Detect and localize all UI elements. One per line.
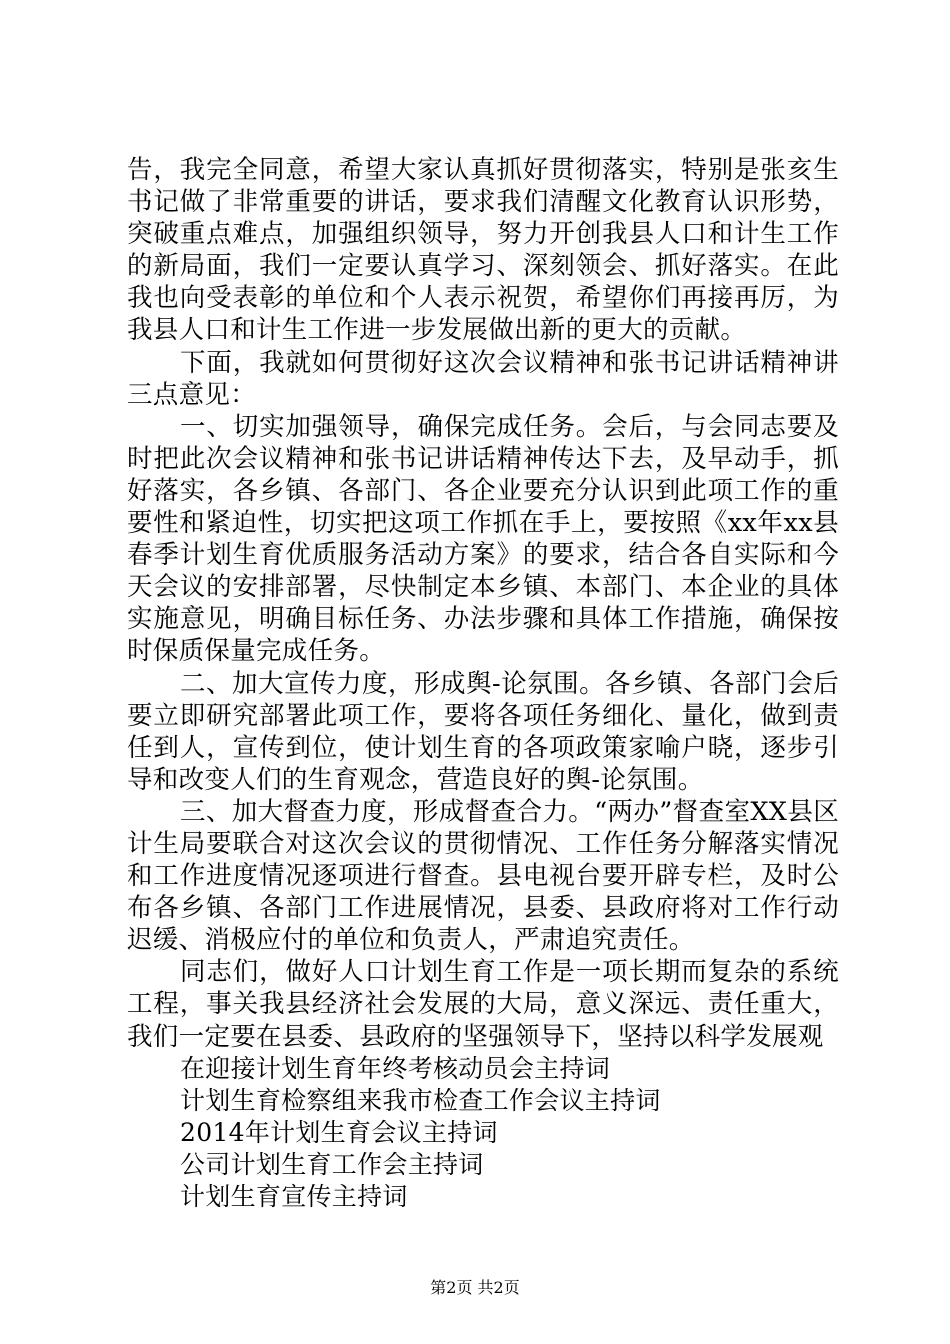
document-body bbox=[127, 154, 839, 1213]
paragraph-point-one: 一、切实加强领导，确保完成任务。会后，与会同志要及时把此次会议精神和张书记讲话精神传达下去，及早动手，抓好落实，各乡镇、各部门、各企业要充分认识到此项工作的重要性和紧迫性，切实把这项工作抓在手上，要按照《xx年xx县春季计划生育优质服务活动方案》的要求，结合各自实际和今天会议的安排部署，尽快制定本乡镇、本部门、本企业的具体实施意见，明确目标任务、办法步骤和具体工作措施，确保按时保质保量完成任务。 bbox=[127, 411, 839, 667]
related-title-item[interactable]: 公司计划生育工作会主持词 bbox=[180, 1149, 484, 1179]
related-title-item[interactable]: 2014年计划生育会议主持词 bbox=[180, 1117, 498, 1147]
related-title-item[interactable]: 计划生育检察组来我市检查工作会议主持词 bbox=[180, 1085, 661, 1115]
paragraph-point-three: 三、加大督查力度，形成督查合力。“两办”督查室XX县区计生局要联合对这次会议的贯彻情况、工作任务分解落实情况和工作进度情况逐项进行督查。县电视台要开辟专栏，及时公布各乡镇、各部门工作进展情况，县委、县政府将对工作行动迟缓、消极应付的单位和负责人，严肃追究责任。 bbox=[127, 796, 839, 956]
paragraph-continuation: 告，我完全同意，希望大家认真抓好贯彻落实，特别是张亥生书记做了非常重要的讲话，要求我们清醒文化教育认识形势，突破重点难点，加强组织领导，努力开创我县人口和计生工作的新局面，我们一定要认真学习、深刻领会、抓好落实。在此我也向受表彰的单位和个人表示祝贺，希望你们再接再厉，为我县人口和计生工作进一步发展做出新的更大的贡献。 bbox=[127, 155, 839, 346]
related-titles-list bbox=[127, 1053, 839, 1213]
related-title-item[interactable]: 在迎接计划生育年终考核动员会主持词 bbox=[180, 1053, 611, 1083]
page-number-footer: 第2页 共2页 bbox=[430, 1278, 520, 1297]
paragraph-intro-points: 下面，我就如何贯彻好这次会议精神和张书记讲话精神讲三点意见： bbox=[127, 347, 839, 410]
related-title-item[interactable]: 计划生育宣传主持词 bbox=[180, 1182, 408, 1211]
paragraph-closing: 同志们，做好人口计划生育工作是一项长期而复杂的系统工程，事关我县经济社会发展的大局，意义深远、责任重大，我们一定要在县委、县政府的坚强领导下，坚持以科学发展观 bbox=[127, 957, 839, 1052]
paragraph-point-two: 二、加大宣传力度，形成舆-论氛围。各乡镇、各部门会后要立即研究部署此项工作，要将各项任务细化、量化，做到责任到人，宣传到位，使计划生育的各项政策家喻户晓，逐步引导和改变人们的生育观念，营造良好的舆-论氛围。 bbox=[127, 668, 839, 795]
